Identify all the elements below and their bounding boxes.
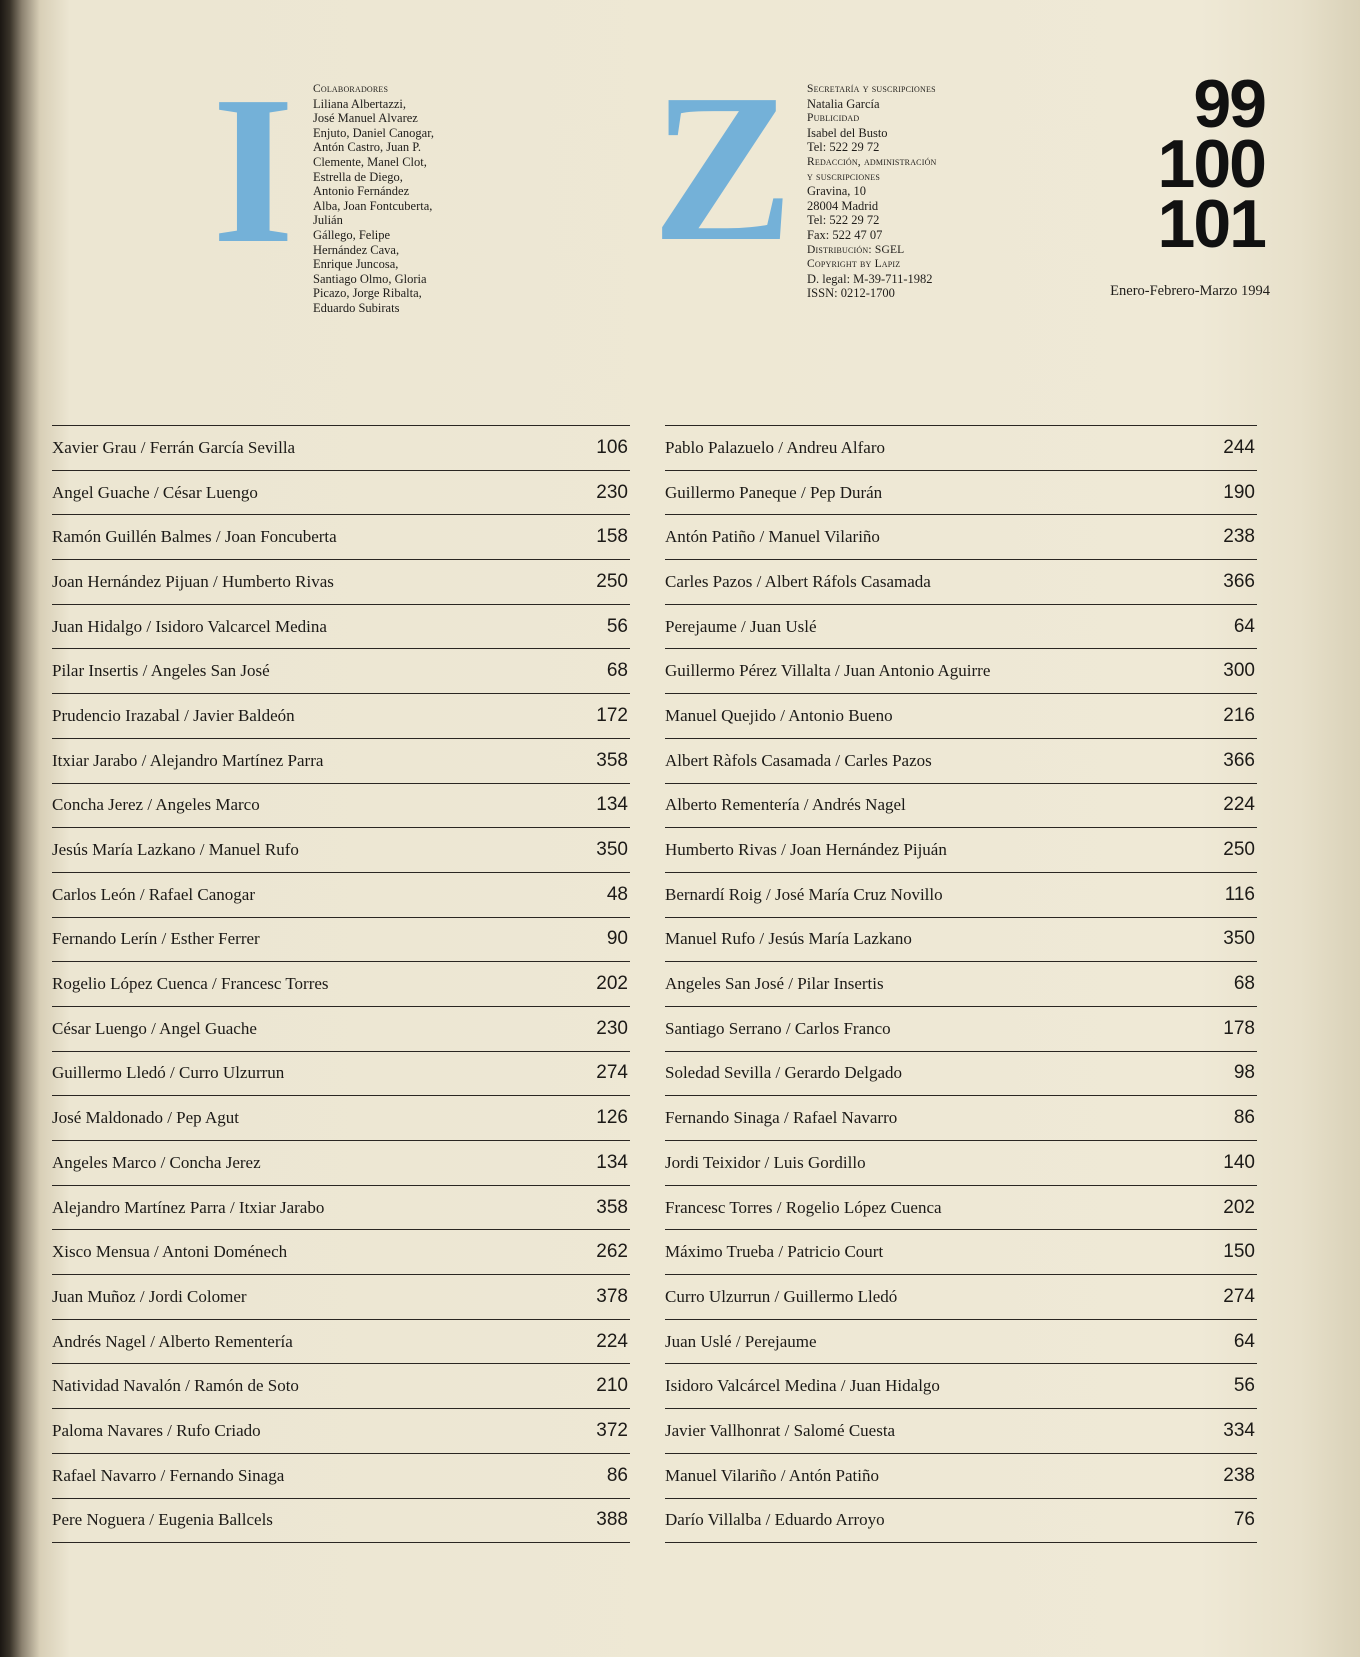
issue-date: Enero-Febrero-Marzo 1994 bbox=[1110, 283, 1270, 299]
colaborador-line: Estrella de Diego, bbox=[313, 169, 403, 184]
index-row bbox=[665, 1274, 1257, 1319]
artist-pair: Perejaume / Juan Uslé bbox=[665, 616, 817, 636]
index-row bbox=[52, 1274, 630, 1319]
page-number: 86 bbox=[606, 1464, 628, 1486]
artist-pair: Ramón Guillén Balmes / Joan Foncuberta bbox=[52, 527, 337, 547]
artist-pair: Paloma Navares / Rufo Criado bbox=[52, 1420, 261, 1440]
artist-pair: Manuel Vilariño / Antón Patiño bbox=[665, 1465, 879, 1485]
secretaria-line: Secretaría y suscripciones bbox=[807, 83, 936, 95]
secretaria-line: Redacción, administración bbox=[807, 155, 937, 168]
artist-pair: Xavier Grau / Ferrán García Sevilla bbox=[52, 437, 296, 457]
artist-pair: Guillermo Pérez Villalta / Juan Antonio Aguirre bbox=[665, 661, 991, 681]
artist-index-right bbox=[665, 425, 1257, 1543]
artist-pair: Antón Patiño / Manuel Vilariño bbox=[665, 527, 880, 547]
index-row bbox=[665, 1408, 1257, 1453]
page-number: 202 bbox=[1223, 1196, 1255, 1218]
page-number: 178 bbox=[1223, 1017, 1255, 1039]
page-number: 134 bbox=[596, 794, 628, 816]
index-row bbox=[665, 1453, 1257, 1498]
colaborador-line: Enrique Juncosa, bbox=[313, 257, 399, 272]
index-row bbox=[52, 1051, 630, 1096]
page-number: 76 bbox=[1233, 1509, 1255, 1531]
artist-pair: José Maldonado / Pep Agut bbox=[52, 1108, 239, 1128]
secretaria-line: Distribución: SGEL bbox=[807, 243, 905, 256]
secretaria-line: Copyright by Lapiz bbox=[807, 258, 901, 271]
index-row bbox=[52, 1229, 630, 1274]
artist-pair: Alejandro Martínez Parra / Itxiar Jarabo bbox=[52, 1197, 325, 1217]
page-number: 388 bbox=[596, 1509, 628, 1531]
page-number: 244 bbox=[1223, 436, 1255, 458]
artist-pair: Angeles Marco / Concha Jerez bbox=[52, 1152, 261, 1172]
page-number: 334 bbox=[1223, 1419, 1255, 1441]
index-row bbox=[665, 604, 1257, 649]
page-number: 262 bbox=[596, 1241, 628, 1263]
artist-pair: Joan Hernández Pijuan / Humberto Rivas bbox=[52, 571, 334, 591]
index-row bbox=[665, 1363, 1257, 1408]
page-number: 202 bbox=[596, 973, 628, 995]
colaborador-line: Antonio Fernández bbox=[313, 184, 410, 199]
index-row bbox=[665, 693, 1257, 738]
index-row bbox=[665, 783, 1257, 828]
page-number: 134 bbox=[596, 1151, 628, 1173]
artist-pair: Pilar Insertis / Angeles San José bbox=[52, 661, 270, 681]
colaborador-line: Eduardo Subirats bbox=[313, 300, 400, 315]
colaboradores-credits bbox=[313, 82, 473, 316]
index-row bbox=[52, 425, 630, 470]
page-number: 224 bbox=[596, 1330, 628, 1352]
page-number: 98 bbox=[1233, 1062, 1255, 1084]
page-number: 230 bbox=[596, 481, 628, 503]
page-number: 358 bbox=[596, 1196, 628, 1218]
index-row bbox=[52, 827, 630, 872]
colaborador-line: Santiago Olmo, Gloria bbox=[313, 271, 427, 286]
page-number: 64 bbox=[1233, 1330, 1255, 1352]
secretaria-line: Isabel del Busto bbox=[807, 125, 888, 140]
index-row bbox=[52, 1319, 630, 1364]
page-number: 350 bbox=[596, 839, 628, 861]
page-number: 150 bbox=[1223, 1241, 1255, 1263]
index-row bbox=[52, 1453, 630, 1498]
index-row bbox=[665, 1051, 1257, 1096]
index-row bbox=[665, 559, 1257, 604]
page-number: 216 bbox=[1223, 704, 1255, 726]
page-number: 210 bbox=[596, 1375, 628, 1397]
page-number: 68 bbox=[1233, 973, 1255, 995]
index-row bbox=[52, 470, 630, 515]
masthead-letter-z: Z bbox=[652, 50, 794, 285]
page-number: 366 bbox=[1223, 749, 1255, 771]
issue-numbers bbox=[1157, 66, 1265, 262]
index-row bbox=[52, 693, 630, 738]
artist-pair: Jordi Teixidor / Luis Gordillo bbox=[665, 1152, 866, 1172]
artist-pair: Jesús María Lazkano / Manuel Rufo bbox=[52, 840, 299, 860]
index-row bbox=[52, 648, 630, 693]
colaborador-line: Picazo, Jorge Ribalta, bbox=[313, 286, 422, 301]
artist-pair: Angel Guache / César Luengo bbox=[52, 482, 258, 502]
artist-pair: Manuel Rufo / Jesús María Lazkano bbox=[665, 929, 912, 949]
artist-pair: Humberto Rivas / Joan Hernández Pijuán bbox=[665, 840, 947, 860]
page-number: 190 bbox=[1223, 481, 1255, 503]
index-row bbox=[665, 1319, 1257, 1364]
artist-pair: Soledad Sevilla / Gerardo Delgado bbox=[665, 1063, 902, 1083]
secretaria-line: D. legal: M-39-711-1982 bbox=[807, 271, 933, 286]
artist-pair: Carles Pazos / Albert Ráfols Casamada bbox=[665, 571, 931, 591]
issue-number: 101 bbox=[1157, 186, 1265, 262]
artist-pair: Darío Villalba / Eduardo Arroyo bbox=[665, 1510, 885, 1530]
index-row bbox=[665, 1185, 1257, 1230]
colaborador-line: Julián bbox=[313, 213, 343, 228]
index-row bbox=[52, 1095, 630, 1140]
secretaria-line: Tel: 522 29 72 bbox=[807, 213, 880, 228]
artist-index-left bbox=[52, 425, 630, 1543]
artist-pair: Carlos León / Rafael Canogar bbox=[52, 884, 255, 904]
artist-pair: Angeles San José / Pilar Insertis bbox=[665, 974, 884, 994]
colaborador-line: Liliana Albertazzi, bbox=[313, 96, 407, 111]
artist-pair: Fernando Lerín / Esther Ferrer bbox=[52, 929, 260, 949]
index-row bbox=[665, 514, 1257, 559]
artist-pair: Javier Vallhonrat / Salomé Cuesta bbox=[665, 1420, 896, 1440]
page-number: 126 bbox=[596, 1107, 628, 1129]
index-row bbox=[665, 1140, 1257, 1185]
colaborador-line: José Manuel Alvarez bbox=[313, 111, 418, 126]
colaborador-line: Alba, Joan Fontcuberta, bbox=[313, 198, 433, 213]
artist-pair: Alberto Rementería / Andrés Nagel bbox=[665, 795, 906, 815]
index-row bbox=[52, 1140, 630, 1185]
index-row bbox=[52, 917, 630, 962]
issue-number: 100 bbox=[1157, 126, 1265, 202]
artist-pair: Prudencio Irazabal / Javier Baldeón bbox=[52, 705, 295, 725]
artist-pair: Albert Ràfols Casamada / Carles Pazos bbox=[665, 750, 932, 770]
secretaria-line: Tel: 522 29 72 bbox=[807, 140, 880, 155]
artist-pair: Manuel Quejido / Antonio Bueno bbox=[665, 705, 893, 725]
secretaria-line: Gravina, 10 bbox=[807, 184, 867, 199]
artist-pair: Rogelio López Cuenca / Francesc Torres bbox=[52, 974, 329, 994]
index-row bbox=[52, 604, 630, 649]
index-row bbox=[665, 1498, 1257, 1543]
colaborador-line: Antón Castro, Juan P. bbox=[313, 140, 421, 155]
index-row bbox=[52, 1498, 630, 1543]
index-row bbox=[52, 738, 630, 783]
index-row bbox=[665, 827, 1257, 872]
page-number: 250 bbox=[1223, 839, 1255, 861]
artist-pair: Xisco Mensua / Antoni Doménech bbox=[52, 1242, 288, 1262]
page-number: 378 bbox=[596, 1285, 628, 1307]
secretaria-line: Fax: 522 47 07 bbox=[807, 227, 883, 242]
page-number: 86 bbox=[1233, 1107, 1255, 1129]
page-number: 250 bbox=[596, 570, 628, 592]
masthead-letter-i: I bbox=[212, 52, 295, 287]
artist-pair: Rafael Navarro / Fernando Sinaga bbox=[52, 1465, 285, 1485]
artist-pair: Curro Ulzurrun / Guillermo Lledó bbox=[665, 1286, 898, 1306]
page-number: 350 bbox=[1223, 928, 1255, 950]
page-number: 366 bbox=[1223, 570, 1255, 592]
page-number: 274 bbox=[596, 1062, 628, 1084]
page-number: 48 bbox=[606, 883, 628, 905]
index-row bbox=[52, 1363, 630, 1408]
index-bottom-rule bbox=[52, 1542, 630, 1543]
index-row bbox=[665, 425, 1257, 470]
index-row bbox=[665, 1006, 1257, 1051]
index-row bbox=[665, 917, 1257, 962]
page-number: 56 bbox=[606, 615, 628, 637]
secretaria-line: Publicidad bbox=[807, 112, 860, 125]
artist-pair: César Luengo / Angel Guache bbox=[52, 1018, 257, 1038]
colaborador-line: Hernández Cava, bbox=[313, 242, 400, 257]
secretaria-line: 28004 Madrid bbox=[807, 198, 879, 213]
artist-pair: Máximo Trueba / Patricio Court bbox=[665, 1242, 884, 1262]
secretaria-line: y suscripciones bbox=[807, 170, 881, 183]
page-number: 300 bbox=[1223, 660, 1255, 682]
index-row bbox=[52, 872, 630, 917]
page-number: 106 bbox=[596, 436, 628, 458]
artist-pair: Concha Jerez / Angeles Marco bbox=[52, 795, 260, 815]
artist-pair: Natividad Navalón / Ramón de Soto bbox=[52, 1376, 299, 1396]
index-row bbox=[52, 514, 630, 559]
artist-pair: Itxiar Jarabo / Alejandro Martínez Parra bbox=[52, 750, 324, 770]
artist-pair: Juan Uslé / Perejaume bbox=[665, 1331, 817, 1351]
secretaria-line: ISSN: 0212-1700 bbox=[807, 286, 895, 301]
artist-pair: Juan Muñoz / Jordi Colomer bbox=[52, 1286, 247, 1306]
index-row bbox=[665, 961, 1257, 1006]
index-row bbox=[52, 1408, 630, 1453]
artist-pair: Santiago Serrano / Carlos Franco bbox=[665, 1018, 891, 1038]
colaboradores-list bbox=[313, 97, 473, 316]
artist-pair: Francesc Torres / Rogelio López Cuenca bbox=[665, 1197, 942, 1217]
index-row bbox=[665, 1095, 1257, 1140]
index-row bbox=[665, 470, 1257, 515]
artist-pair: Isidoro Valcárcel Medina / Juan Hidalgo bbox=[665, 1376, 940, 1396]
page-number: 158 bbox=[596, 526, 628, 548]
colaborador-line: Gállego, Felipe bbox=[313, 227, 391, 242]
page-number: 116 bbox=[1224, 883, 1255, 905]
artist-pair: Bernardí Roig / José María Cruz Novillo bbox=[665, 884, 943, 904]
index-row bbox=[52, 1006, 630, 1051]
page-number: 238 bbox=[1223, 526, 1255, 548]
page-number: 274 bbox=[1223, 1285, 1255, 1307]
secretaria-credits bbox=[807, 82, 977, 301]
issue-number: 99 bbox=[1193, 66, 1265, 142]
index-row bbox=[665, 738, 1257, 783]
secretaria-line: Natalia García bbox=[807, 96, 880, 111]
artist-pair: Pere Noguera / Eugenia Ballcels bbox=[52, 1510, 273, 1530]
page-number: 238 bbox=[1223, 1464, 1255, 1486]
index-bottom-rule bbox=[665, 1542, 1257, 1543]
artist-pair: Fernando Sinaga / Rafael Navarro bbox=[665, 1108, 898, 1128]
artist-pair: Andrés Nagel / Alberto Rementería bbox=[52, 1331, 293, 1351]
index-row bbox=[665, 872, 1257, 917]
index-row bbox=[665, 648, 1257, 693]
artist-pair: Guillermo Lledó / Curro Ulzurrun bbox=[52, 1063, 285, 1083]
index-row bbox=[52, 961, 630, 1006]
page-number: 56 bbox=[1233, 1375, 1255, 1397]
page-number: 358 bbox=[596, 749, 628, 771]
colaborador-line: Enjuto, Daniel Canogar, bbox=[313, 125, 434, 140]
artist-pair: Juan Hidalgo / Isidoro Valcarcel Medina bbox=[52, 616, 327, 636]
artist-pair: Guillermo Paneque / Pep Durán bbox=[665, 482, 883, 502]
page-number: 90 bbox=[606, 928, 628, 950]
index-row bbox=[665, 1229, 1257, 1274]
page-number: 230 bbox=[596, 1017, 628, 1039]
index-row bbox=[52, 783, 630, 828]
page-number: 372 bbox=[596, 1419, 628, 1441]
page-number: 140 bbox=[1223, 1151, 1255, 1173]
index-row bbox=[52, 559, 630, 604]
page-number: 68 bbox=[606, 660, 628, 682]
colaboradores-heading: Colaboradores bbox=[313, 83, 389, 95]
page-number: 172 bbox=[596, 704, 628, 726]
page-number: 224 bbox=[1223, 794, 1255, 816]
page-number: 64 bbox=[1233, 615, 1255, 637]
artist-pair: Pablo Palazuelo / Andreu Alfaro bbox=[665, 437, 886, 457]
colaborador-line: Clemente, Manel Clot, bbox=[313, 154, 427, 169]
index-row bbox=[52, 1185, 630, 1230]
